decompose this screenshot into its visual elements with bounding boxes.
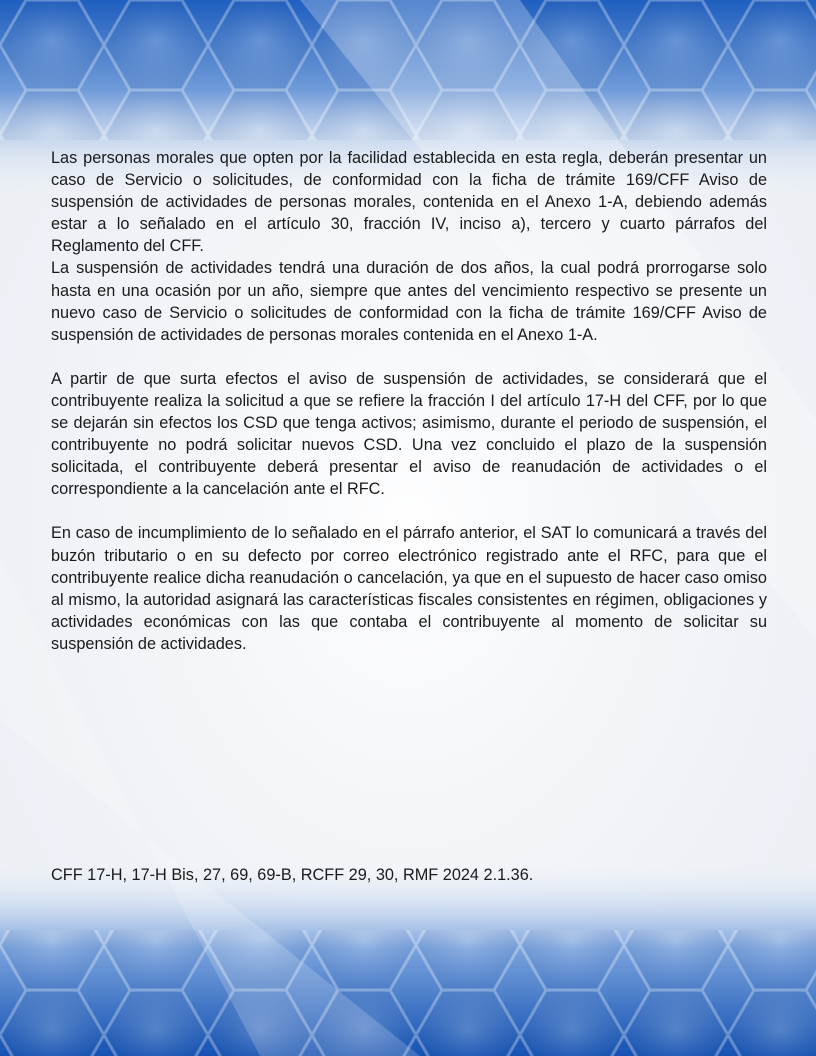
paragraph-spacer [51, 500, 767, 522]
paragraph-1: Las personas morales que opten por la facilidad establecida en esta regla, deberán presentar un caso de Servicio o solicitudes, de conformidad con la ficha de trámite 169/CFF Aviso de suspensión de actividades de personas morales, contenida en el Anexo 1-A, debiendo además estar a lo señalado en el artículo 30, fracción IV, inciso a), tercero y cuarto párrafos del Reglamento del CFF. [51, 149, 767, 256]
paragraph-spacer [51, 346, 767, 368]
document-body [51, 147, 767, 655]
paragraph-2: La suspensión de actividades tendrá una duración de dos años, la cual podrá prorrogarse solo hasta en una ocasión por un año, siempre que antes del vencimiento respectivo se presente un nuevo caso de Servicio o solicitudes de conformidad con la ficha de trámite 169/CFF Aviso de suspensión de actividades de personas morales contenida en el Anexo 1-A. [51, 259, 767, 344]
paragraph-4: En caso de incumplimiento de lo señalado en el párrafo anterior, el SAT lo comunicará a través del buzón tributario o en su defecto por correo electrónico registrado ante el RFC, para que el contribuyente realice dicha reanudación o cancelación, ya que en el supuesto de hacer caso omiso al mismo, la autoridad asignará las características fiscales consistentes en régimen, obligaciones y actividades económicas con las que contaba el contribuyente al momento de solicitar su suspensión de actividades. [51, 524, 767, 653]
paragraph-3: A partir de que surta efectos el aviso de suspensión de actividades, se considerará que el contribuyente realiza la solicitud a que se refiere la fracción I del artículo 17-H del CFF, por lo que se dejarán sin efectos los CSD que tenga activos; asimismo, durante el periodo de suspensión, el contribuyente no podrá solicitar nuevos CSD. Una vez concluido el plazo de la suspensión solicitada, el contribuyente deberá presentar el aviso de reanudación de actividades o el correspondiente a la cancelación ante el RFC. [51, 369, 767, 499]
legal-citation: CFF 17-H, 17-H Bis, 27, 69, 69-B, RCFF 29, 30, RMF 2024 2.1.36. [51, 866, 534, 884]
